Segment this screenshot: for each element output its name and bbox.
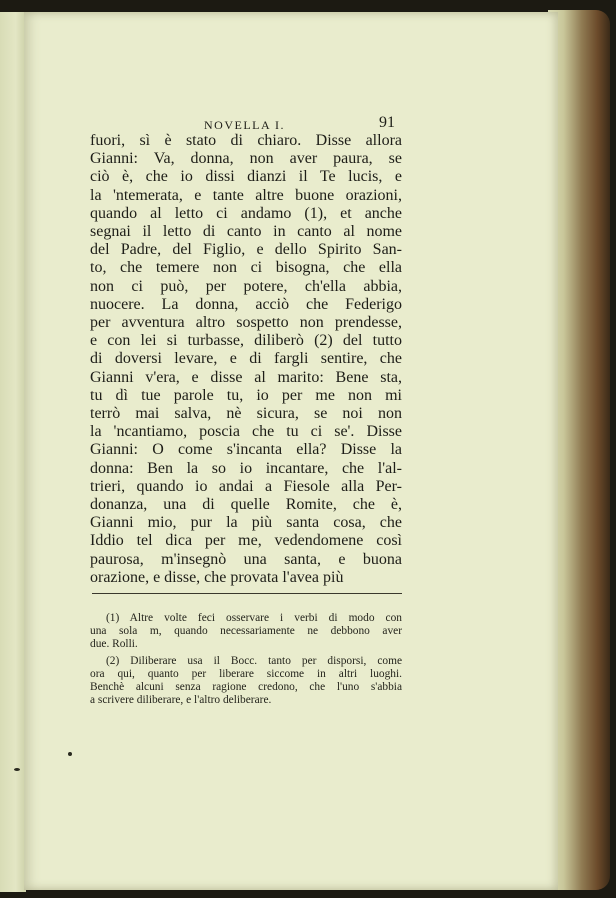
text-line: donna: Ben la so io incantare, che l'al- xyxy=(90,459,402,477)
text-line: Gianni v'era, e disse al marito: Bene sta, xyxy=(90,368,402,386)
text-line: donanza, una di quelle Romite, che è, xyxy=(90,496,402,514)
page-header xyxy=(196,112,416,134)
page-number: 91 xyxy=(379,114,395,131)
footnotes xyxy=(90,612,402,707)
footnote-line: (2) Diliberare usa il Bocc. tanto per disporsi, come xyxy=(106,655,402,668)
text-line: di doversi levare, e di fargli sentire, che xyxy=(90,350,402,368)
text-line: paurosa, m'insegnò una santa, e buona xyxy=(90,550,402,568)
text-line: la 'ntemerata, e tante altre buone orazioni, xyxy=(90,186,402,204)
footnote-rule xyxy=(92,593,402,594)
footnote-line: a scrivere diliberare, e l'altro deliberare. xyxy=(90,693,272,706)
footnote-line: una sola m, quando necessariamente ne debbono aver xyxy=(90,624,402,637)
text-line: quando al letto ci andamo (1), et anche xyxy=(90,204,402,222)
footnote-line: Benchè alcuni senza ragione credono, che l'uno s'abbia xyxy=(90,680,402,693)
footnote-line: (1) Altre volte feci osservare i verbi di modo con xyxy=(106,612,402,624)
text-line: per avventura altro sospetto non prendesse, xyxy=(90,314,402,332)
text-line: Iddio tel dica per me, vedendomene così xyxy=(90,532,402,550)
text-line: ciò è, che io dissi dianzi il Te lucis, e xyxy=(90,168,402,186)
text-line: fuori, sì è stato di chiaro. Disse allora xyxy=(90,132,402,149)
text-line: to, che temere non ci bisogna, che ella xyxy=(90,259,402,277)
text-line: Gianni: Va, donna, non aver paura, se xyxy=(90,150,402,168)
text-line: non ci può, per potere, ch'ella abbia, xyxy=(90,277,402,295)
text-line: terrò mai salva, nè sicura, se noi non xyxy=(90,405,402,423)
ink-speck xyxy=(14,768,20,771)
text-line: Gianni: O come s'incanta ella? Disse la xyxy=(90,441,402,459)
left-page-edge xyxy=(0,12,26,892)
text-line: segnai il letto di canto in canto al nome xyxy=(90,223,402,241)
text-line: nuocere. La donna, acciò che Federigo xyxy=(90,295,402,313)
text-line: trieri, quando io andai a Fiesole alla Per- xyxy=(90,477,402,495)
footnote-line: due. Rolli. xyxy=(90,637,138,650)
text-line: orazione, e disse, che provata l'avea più xyxy=(90,568,344,586)
ink-speck xyxy=(68,752,72,756)
text-line: del Padre, del Figlio, e dello Spirito San- xyxy=(90,241,402,259)
text-line: tu dì tue parole tu, io per me non mi xyxy=(90,386,402,404)
text-line: la 'ncantiamo, poscia che tu ci se'. Disse xyxy=(90,423,402,441)
body-text xyxy=(90,132,402,587)
text-line: e con lei si turbasse, diliberò (2) del tutto xyxy=(90,332,402,350)
footnote-line: ora qui, quanto per liberare siccome in altri luoghi. xyxy=(90,668,402,681)
running-head: NOVELLA I. xyxy=(204,118,285,132)
text-line: Gianni mio, pur la più santa cosa, che xyxy=(90,514,402,532)
